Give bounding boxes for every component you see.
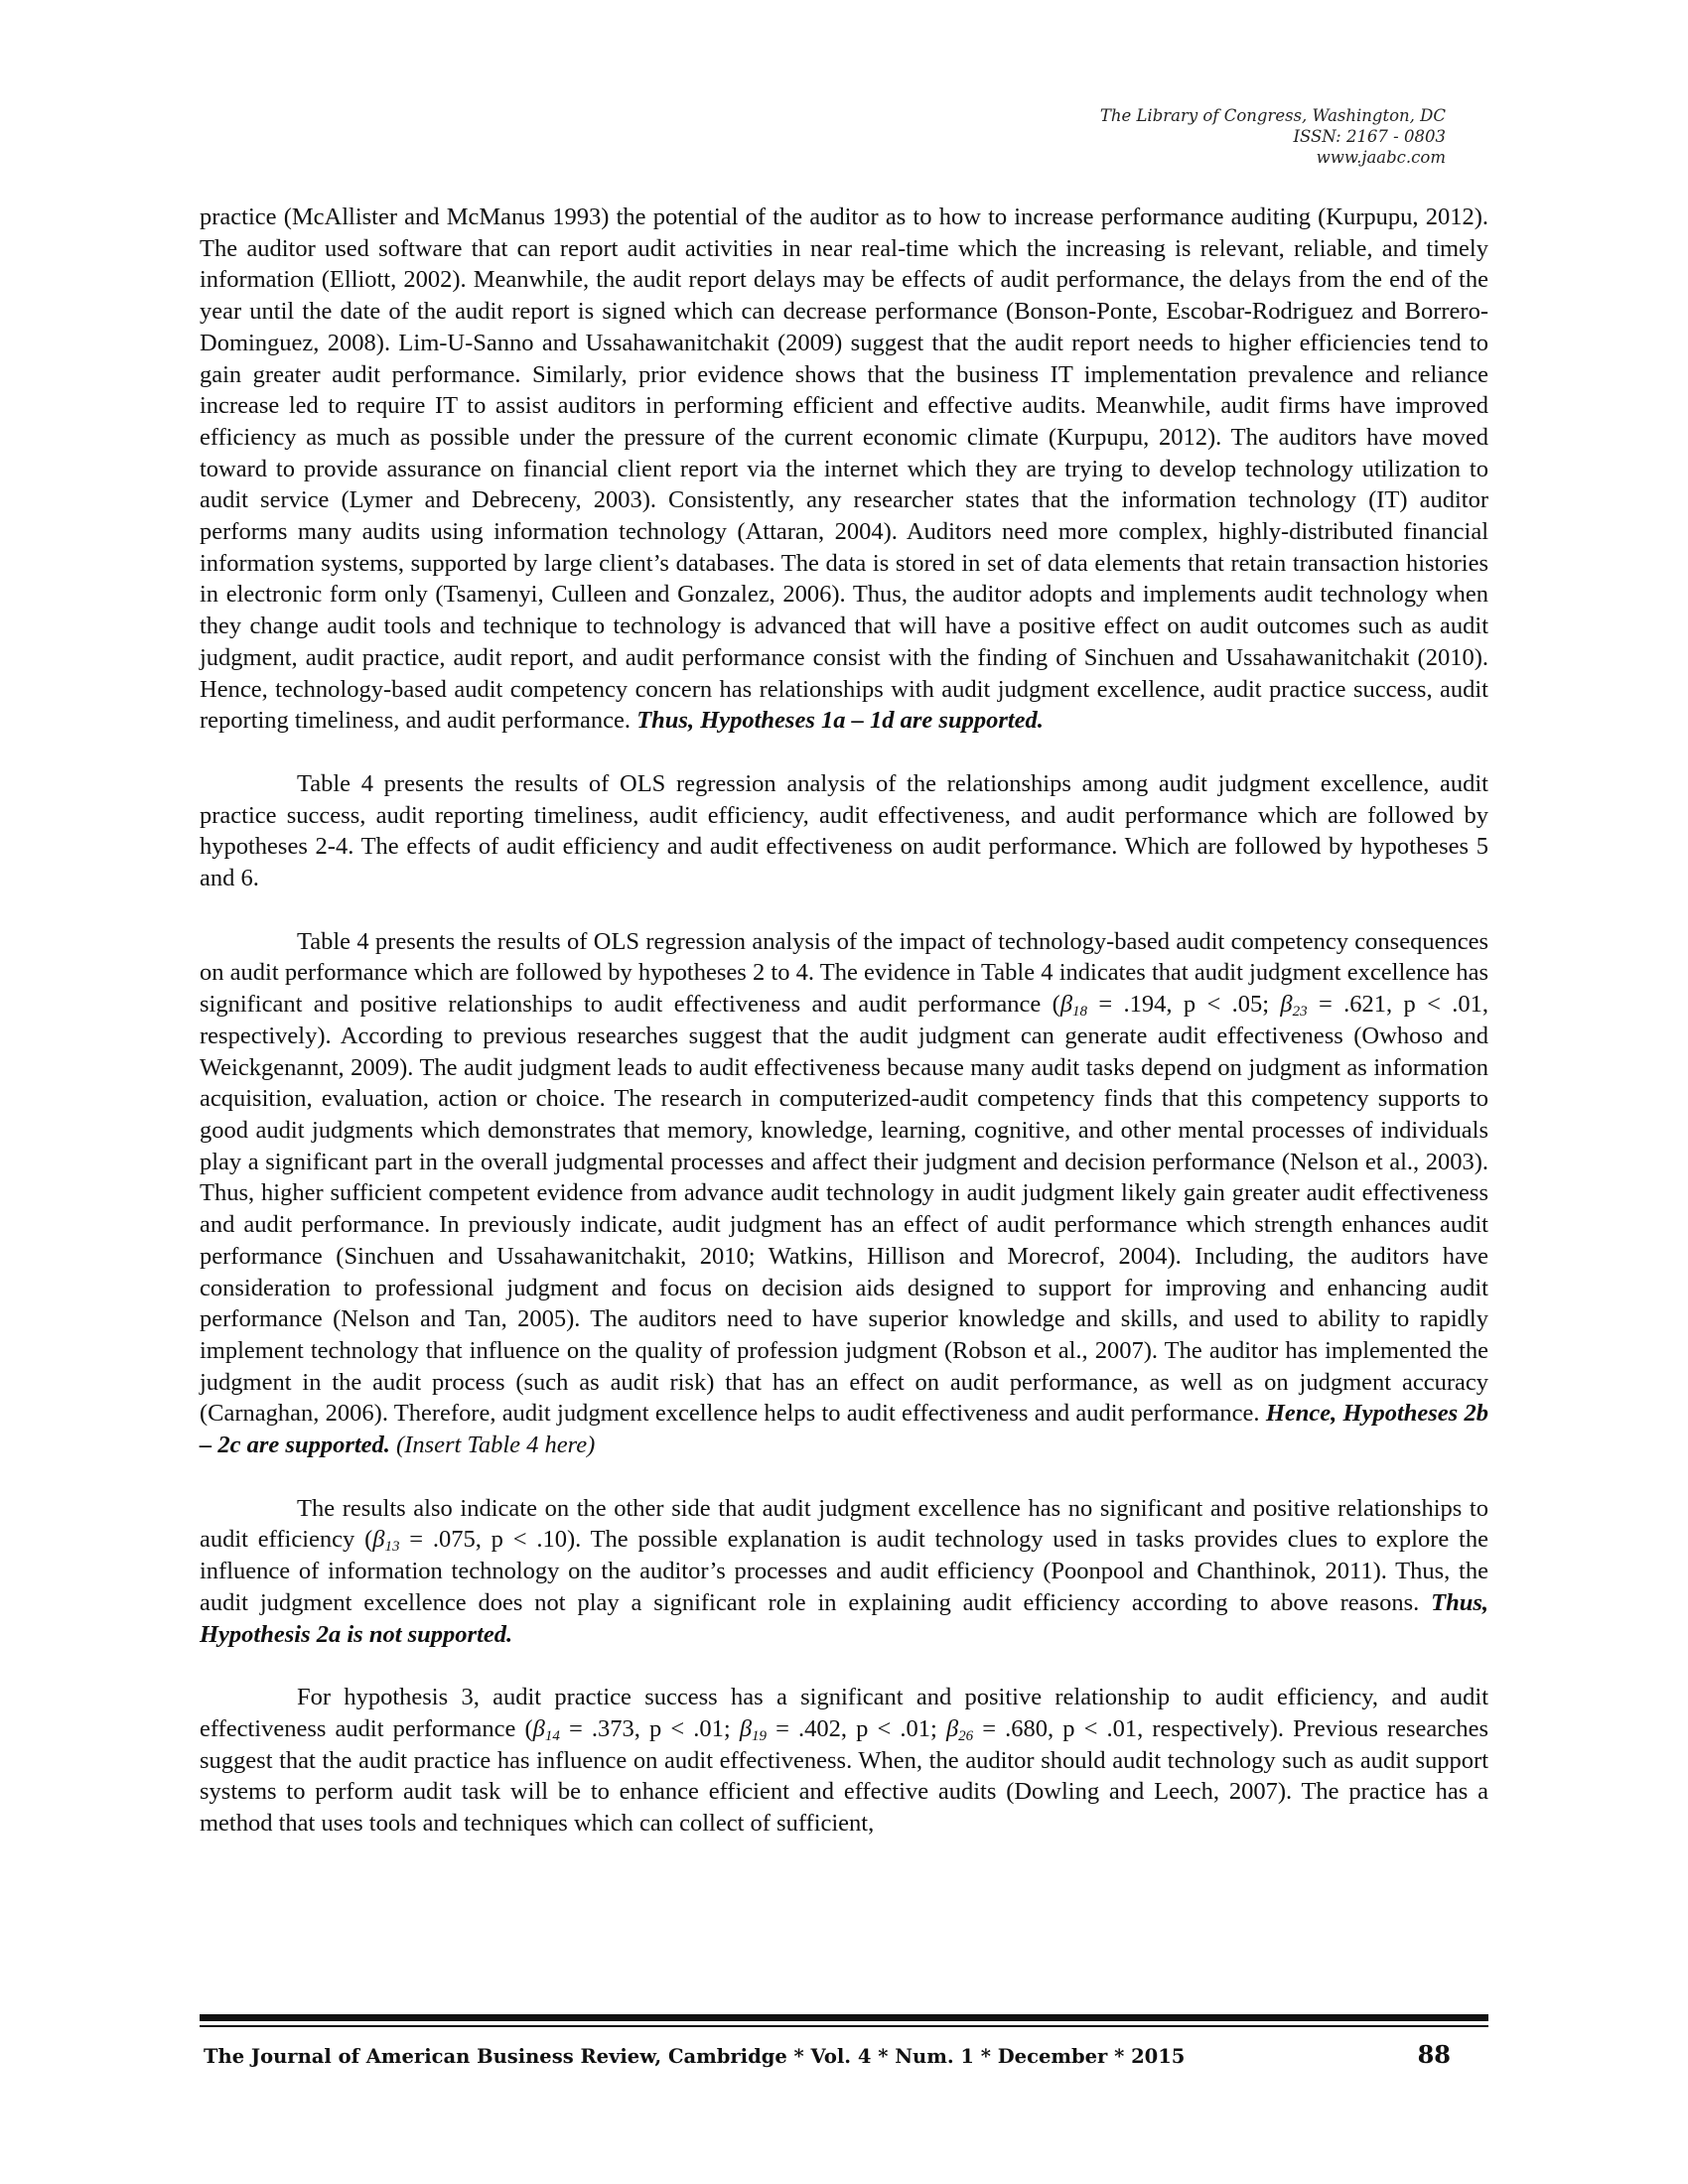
beta-subscript: 23 bbox=[1292, 1004, 1308, 1021]
paragraph-4 bbox=[200, 1493, 1488, 1651]
paragraph-1-text: practice (McAllister and McManus 1993) the potential of the auditor as to how to increase performance auditing (Kurpupu, 2012). The auditor used software that can report audit activities in near real-time which the increasing is relevant, reliable, and timely information (Elliott, 2002). Meanwhile, the audit report delays may be effects of audit performance, the delays from the end of the year until the date of the audit report is signed which can decrease performance (Bonson-Ponte, Escobar-Rodriguez and Borrero-Dominguez, 2008). Lim-U-Sanno and Ussahawanitchakit (2009) suggest that the audit report needs to higher efficiencies tend to gain greater audit performance. Similarly, prior evidence shows that the business IT implementation prevalence and reliance increase led to require IT to assist auditors in performing efficient and effective audits. Meanwhile, audit firms have improved efficiency as much as possible under the pressure of the current economic climate (Kurpupu, 2012). The auditors have moved toward to provide assurance on financial client report via the internet which they are trying to develop technology utilization to audit service (Lymer and Debreceny, 2003). Consistently, any researcher states that the information technology (IT) auditor performs many audits using information technology (Attaran, 2004). Auditors need more complex, highly-distributed financial information systems, supported by large client’s databases. The data is stored in set of data elements that retain transaction histories in electronic form only (Tsamenyi, Culleen and Gonzalez, 2006). Thus, the auditor adopts and implements audit technology when they change audit tools and technique to technology is advanced that will have a positive effect on audit outcomes such as audit judgment, audit practice, audit report, and audit performance consist with the finding of Sinchuen and Ussahawanitchakit (2010). Hence, technology-based audit competency concern has relationships with audit judgment excellence, audit practice success, audit reporting timeliness, and audit performance. bbox=[200, 204, 1488, 735]
paragraph-3 bbox=[200, 926, 1488, 1461]
beta-symbol: β bbox=[532, 1714, 545, 1742]
footer-divider-thick bbox=[200, 2014, 1488, 2021]
beta-symbol: β bbox=[1280, 991, 1293, 1019]
hypothesis-2a-emphasis: Thus, Hypothesis 2a is not supported. bbox=[200, 1588, 1488, 1648]
beta-symbol: β bbox=[372, 1526, 385, 1554]
beta-subscript: 13 bbox=[384, 1539, 400, 1556]
paragraph-5-text-c: = .402, p < .01; bbox=[767, 1714, 946, 1742]
masthead-issn: ISSN: 2167 - 0803 bbox=[1293, 127, 1446, 146]
journal-citation: The Journal of American Business Review, Cambridge * Vol. 4 * Num. 1 * December * 2015 bbox=[204, 2045, 1186, 2068]
paragraph-5-text-d: = .680, p < .01, respectively). Previous researches suggest that the audit practice has influence on audit effectiveness. When, the auditor should audit technology such as audit support systems to perform audit task will be to enhance efficient and effective audits (Dowling and Leech, 2007). The practice has a method that uses tools and techniques which can collect of sufficient, bbox=[200, 1714, 1489, 1838]
hypotheses-2bc-emphasis: Hence, Hypotheses 2b – 2c are supported. bbox=[200, 1400, 1488, 1459]
beta-subscript: 26 bbox=[958, 1727, 974, 1744]
beta-symbol: β bbox=[945, 1714, 959, 1742]
table-insert-note: (Insert Table 4 here) bbox=[389, 1432, 596, 1459]
article-body bbox=[200, 202, 1488, 1871]
paragraph-4-text-b: = .075, p < .10). The possible explanation is audit technology used in tasks provides clues to explore the influence of information technology on the auditor’s processes and audit efficiency (Poonpool and Chanthinok, 2011). Thus, the audit judgment excellence does not play a significant role in explaining audit efficiency according to above reasons. bbox=[200, 1526, 1488, 1616]
masthead-library: The Library of Congress, Washington, DC bbox=[1099, 106, 1446, 125]
paragraph-5-text-a: For hypothesis 3, audit practice success has a significant and positive relationship to audit efficiency, and audit effectiveness audit performance ( bbox=[200, 1684, 1488, 1742]
page-number: 88 bbox=[1417, 2040, 1451, 2069]
beta-subscript: 18 bbox=[1072, 1004, 1088, 1021]
beta-symbol: β bbox=[739, 1714, 753, 1742]
footer-divider-thin bbox=[200, 2025, 1488, 2027]
paragraph-3-text-b: = .194, p < .05; bbox=[1087, 991, 1281, 1019]
hypotheses-1-emphasis: Thus, Hypotheses 1a – 1d are supported. bbox=[636, 707, 1044, 735]
masthead-website: www.jaabc.com bbox=[1316, 148, 1446, 167]
beta-symbol: β bbox=[1059, 991, 1073, 1019]
paragraph-2: Table 4 presents the results of OLS regression analysis of the relationships among audit judgment excellence, audit practice success, audit reporting timeliness, audit efficiency, audit effectiveness, and audit performance which are followed by hypotheses 2-4. The effects of audit efficiency and audit effectiveness on audit performance. Which are followed by hypotheses 5 and 6. bbox=[200, 769, 1488, 892]
paragraph-1 bbox=[200, 202, 1488, 737]
paragraph-3-text-a: Table 4 presents the results of OLS regression analysis of the impact of technology-based audit competency consequences on audit performance which are followed by hypotheses 2 to 4. The evidence in Table 4 indicates that audit judgment excellence has significant and positive relationships to audit effectiveness and audit performance ( bbox=[200, 927, 1488, 1019]
beta-subscript: 14 bbox=[544, 1727, 560, 1744]
paragraph-5 bbox=[200, 1682, 1488, 1840]
beta-subscript: 19 bbox=[752, 1727, 768, 1744]
paragraph-5-text-b: = .373, p < .01; bbox=[559, 1714, 740, 1742]
masthead bbox=[1100, 105, 1446, 168]
paragraph-4-text-a: The results also indicate on the other side that audit judgment excellence has no significant and positive relationships to audit efficiency ( bbox=[200, 1494, 1488, 1554]
paragraph-3-text-c: = .621, p < .01, respectively). According to previous researches suggest that the audit judgment can generate audit effectiveness (Owhoso and Weickgenannt, 2009). The audit judgment leads to audit effectiveness because many audit tasks depend on judgment as information acquisition, evaluation, action or choice. The research in computerized-audit competency finds that this competency supports to good audit judgments which demonstrates that memory, knowledge, learning, cognitive, and other mental processes of individuals play a significant part in the overall judgmental processes and affect their judgment and decision performance (Nelson et al., 2003). Thus, higher sufficient competent evidence from advance audit technology in audit judgment likely gain greater audit effectiveness and audit performance. In previously indicate, audit judgment has an effect of audit performance which strength enhances audit performance (Sinchuen and Ussahawanitchakit, 2010; Watkins, Hillison and Morecrof, 2004). Including, the auditors have consideration to professional judgment and focus on decision aids designed to support for improving and enhancing audit performance (Nelson and Tan, 2005). The auditors need to have superior knowledge and skills, and used to ability to rapidly implement technology that influence on the quality of profession judgment (Robson et al., 2007). The auditor has implemented the judgment in the audit process (such as audit risk) that has an effect on audit performance, as well as on judgment accuracy (Carnaghan, 2006). Therefore, audit judgment excellence helps to audit effectiveness and audit performance. bbox=[200, 991, 1488, 1428]
